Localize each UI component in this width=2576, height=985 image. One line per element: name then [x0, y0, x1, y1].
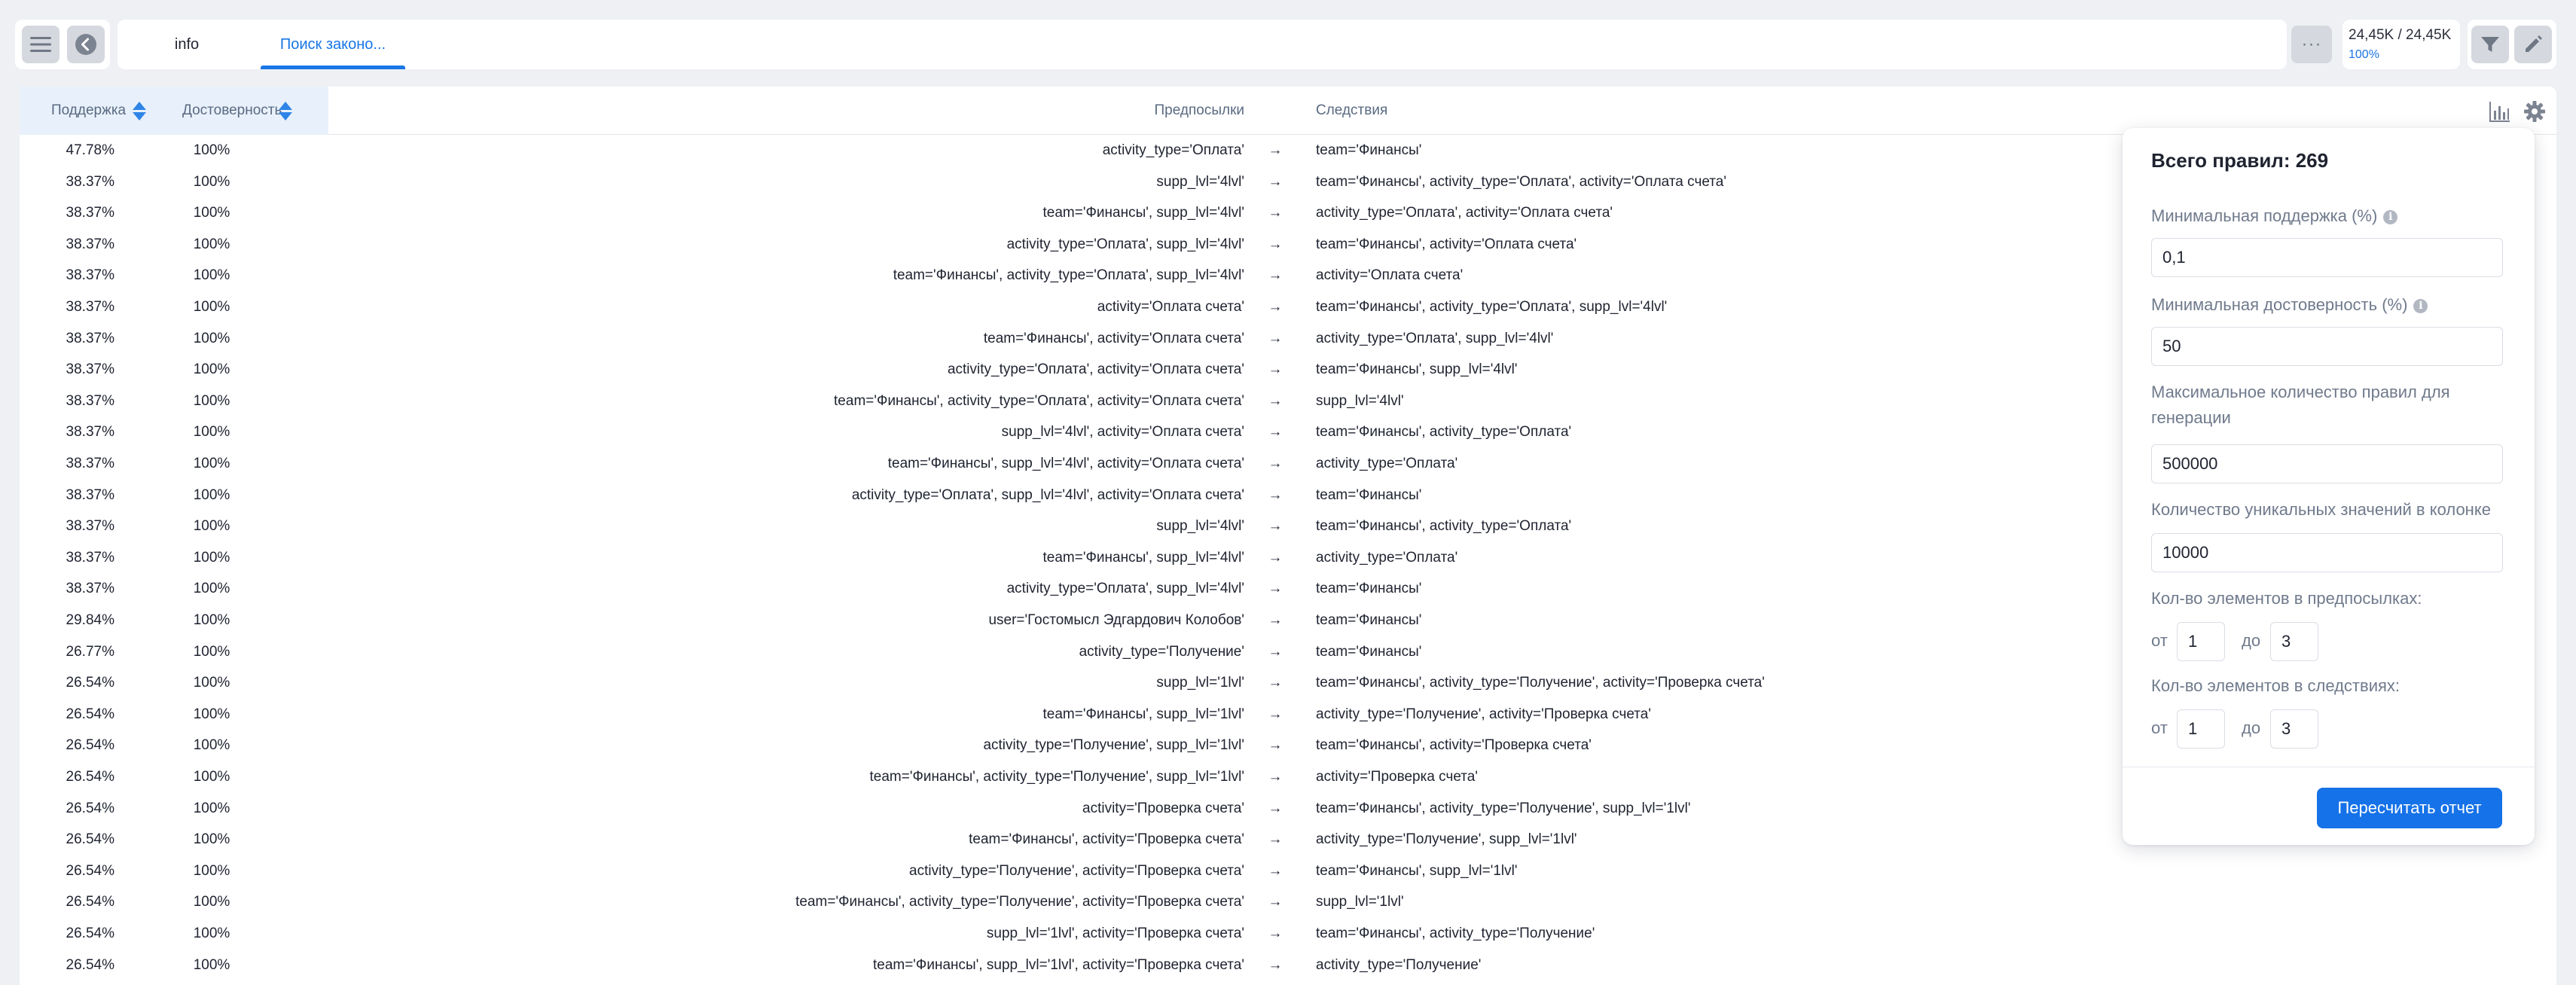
arrow-icon: → [1268, 456, 1283, 471]
premise-to-label: до [2242, 631, 2261, 650]
back-button[interactable] [67, 26, 105, 63]
arrow-icon: → [1268, 800, 1283, 816]
consequence-cell: supp_lvl='1lvl' [1316, 894, 1404, 910]
support-cell: 29.84% [66, 612, 114, 628]
table-row[interactable] [20, 918, 2556, 950]
support-cell: 38.37% [66, 424, 114, 441]
consequence-cell: team='Финансы', supp_lvl='4lvl' [1316, 361, 1518, 378]
confidence-cell: 100% [193, 956, 230, 973]
premise-cell: supp_lvl='1lvl' [1156, 675, 1244, 691]
confidence-cell: 100% [193, 456, 230, 471]
premise-cell: supp_lvl='4lvl', activity='Оплата счета' [1001, 424, 1244, 441]
unique-values-label: Количество уникальных значений в колонке [2151, 500, 2491, 519]
consequence-cell: team='Финансы', activity_type='Оплата' [1316, 424, 1572, 441]
info-icon[interactable]: i [2413, 299, 2428, 313]
column-support-label: Поддержка [51, 102, 127, 118]
confidence-cell: 100% [193, 236, 230, 252]
row-counter [2343, 20, 2460, 69]
confidence-cell: 100% [193, 706, 230, 722]
confidence-cell: 100% [193, 142, 230, 158]
support-cell: 38.37% [66, 361, 114, 378]
support-cell: 26.54% [66, 675, 114, 691]
support-cell: 38.37% [66, 549, 114, 566]
premise-cell: team='Финансы', activity_type='Оплата', supp_lvl='4lvl' [893, 267, 1244, 284]
support-cell: 38.37% [66, 173, 114, 190]
premise-cell: activity_type='Оплата', supp_lvl='4lvl' [1006, 236, 1244, 252]
filter-icon [2480, 35, 2500, 53]
back-arrow-icon [75, 33, 97, 56]
premise-cell: team='Финансы', supp_lvl='4lvl' [1042, 549, 1244, 566]
table-row[interactable] [20, 950, 2556, 981]
consequence-cell: team='Финансы', activity_type='Оплата', activity='Оплата счета' [1316, 173, 1726, 190]
support-cell: 47.78% [66, 142, 114, 158]
confidence-cell: 100% [193, 612, 230, 628]
min-support-label [2151, 203, 2505, 229]
confidence-cell: 100% [193, 643, 230, 660]
unique-values-input[interactable]: 10000 [2151, 533, 2503, 572]
more-button[interactable] [2291, 26, 2332, 63]
consequence-cell: team='Финансы', activity_type='Оплата', supp_lvl='4lvl' [1316, 299, 1668, 315]
confidence-cell: 100% [193, 831, 230, 848]
column-header-consequences[interactable] [1316, 87, 1542, 135]
support-cell: 38.37% [66, 392, 114, 409]
confidence-cell: 100% [193, 299, 230, 315]
tab-info-label: info [174, 35, 200, 53]
confidence-cell: 100% [193, 424, 230, 441]
premise-cell: supp_lvl='1lvl', activity='Проверка счета' [986, 926, 1244, 941]
premise-cell: team='Финансы', supp_lvl='1lvl', activity='Проверка счета' [872, 956, 1244, 973]
premise-cell: team='Финансы', activity_type='Получение', activity='Проверка счета' [795, 894, 1244, 910]
support-cell: 26.54% [66, 956, 114, 973]
confidence-cell: 100% [193, 330, 230, 346]
confidence-cell: 100% [193, 392, 230, 409]
consequence-from-input[interactable]: 1 [2177, 709, 2225, 749]
column-consequences-label: Следствия [1316, 102, 1388, 118]
consequence-cell: activity_type='Получение', activity='Проверка счета' [1316, 706, 1651, 722]
arrow-icon: → [1268, 486, 1283, 503]
consequence-cell: team='Финансы' [1316, 581, 1422, 597]
consequence-cell: team='Финансы', activity_type='Оплата' [1316, 518, 1572, 535]
premise-cell: activity_type='Получение', supp_lvl='1lvl' [983, 737, 1244, 754]
arrow-icon: → [1268, 205, 1283, 221]
sort-icon[interactable] [133, 102, 146, 120]
total-rules-title: Всего правил: 269 [2151, 149, 2329, 172]
consequence-cell: activity_type='Получение' [1316, 956, 1482, 973]
top-toolbar [0, 0, 2576, 83]
menu-button[interactable] [22, 26, 60, 63]
tabs-bar [118, 20, 2287, 69]
arrow-icon: → [1268, 675, 1283, 691]
tab-rule-search-label: Поиск законо... [279, 35, 386, 53]
consequence-cell: team='Финансы', activity_type='Получение' [1316, 926, 1595, 941]
bar-chart-icon[interactable] [2489, 100, 2511, 123]
premise-cell: team='Финансы', activity='Проверка счета' [969, 831, 1244, 848]
min-confidence-label [2151, 292, 2505, 318]
min-confidence-label-text: Минимальная достоверность (%) [2151, 295, 2408, 314]
arrow-icon: → [1268, 612, 1283, 628]
support-cell: 38.37% [66, 330, 114, 346]
support-cell: 26.54% [66, 737, 114, 754]
arrow-icon: → [1268, 361, 1283, 378]
premise-cell: activity_type='Оплата' [1102, 142, 1244, 158]
arrow-icon: → [1268, 142, 1283, 158]
support-cell: 38.37% [66, 518, 114, 535]
support-cell: 38.37% [66, 236, 114, 252]
table-row[interactable] [20, 855, 2556, 887]
premise-cell: supp_lvl='4lvl' [1156, 173, 1244, 190]
consequence-cell: team='Финансы' [1316, 643, 1422, 660]
consequence-cell: team='Финансы' [1316, 486, 1422, 503]
consequence-cell: activity='Оплата счета' [1316, 267, 1463, 284]
max-rules-label: Максимальное количество правил для генерации [2151, 383, 2450, 427]
confidence-cell: 100% [193, 862, 230, 879]
arrow-icon: → [1268, 581, 1283, 597]
confidence-cell: 100% [193, 173, 230, 190]
support-cell: 38.37% [66, 581, 114, 597]
consequence-to-input[interactable]: 3 [2270, 709, 2318, 749]
support-cell: 26.54% [66, 862, 114, 879]
consequence-cell: team='Финансы' [1316, 142, 1422, 158]
confidence-cell: 100% [193, 675, 230, 691]
confidence-cell: 100% [193, 267, 230, 284]
consequence-cell: activity='Проверка счета' [1316, 769, 1478, 785]
arrow-icon: → [1268, 831, 1283, 848]
consequence-cell: team='Финансы', activity_type='Получение', activity='Проверка счета' [1316, 675, 1765, 691]
support-cell: 26.54% [66, 706, 114, 722]
premise-cell: activity_type='Получение' [1079, 643, 1244, 660]
min-support-label-text: Минимальная поддержка (%) [2151, 206, 2378, 225]
column-header-confidence[interactable] [161, 87, 328, 135]
arrow-icon: → [1268, 173, 1283, 190]
premise-cell: activity_type='Оплата', activity='Оплата счета' [947, 361, 1244, 378]
arrow-icon: → [1268, 424, 1283, 441]
confidence-cell: 100% [193, 361, 230, 378]
arrow-icon: → [1268, 330, 1283, 346]
more-dots-icon: ··· [2301, 34, 2322, 54]
consequence-cell: activity_type='Оплата' [1316, 549, 1458, 566]
arrow-icon: → [1268, 518, 1283, 535]
consequence-cell: activity_type='Оплата' [1316, 456, 1458, 471]
confidence-cell: 100% [193, 737, 230, 754]
arrow-icon: → [1268, 392, 1283, 409]
arrow-icon: → [1268, 299, 1283, 315]
arrow-icon: → [1268, 643, 1283, 660]
column-header-support[interactable] [20, 87, 161, 135]
confidence-cell: 100% [193, 769, 230, 785]
consequence-cell: supp_lvl='4lvl' [1316, 392, 1404, 409]
tab-rule-search[interactable] [261, 20, 405, 69]
support-cell: 26.54% [66, 926, 114, 941]
support-cell: 26.77% [66, 643, 114, 660]
consequence-cell: team='Финансы', activity='Оплата счета' [1316, 236, 1577, 252]
confidence-cell: 100% [193, 926, 230, 941]
menu-icon [30, 36, 51, 53]
min-support-input[interactable]: 0,1 [2151, 238, 2503, 277]
column-premises-label: Предпосылки [1154, 102, 1244, 118]
arrow-icon: → [1268, 956, 1283, 973]
confidence-cell: 100% [193, 205, 230, 221]
consequence-cell: team='Финансы', activity='Проверка счета' [1316, 737, 1592, 754]
arrow-icon: → [1268, 737, 1283, 754]
consequence-to-label: до [2242, 718, 2261, 737]
consequence-cell: activity_type='Оплата', supp_lvl='4lvl' [1316, 330, 1554, 346]
min-confidence-input[interactable]: 50 [2151, 327, 2503, 366]
premise-cell: team='Финансы', supp_lvl='1lvl' [1042, 706, 1244, 722]
premise-from-input[interactable]: 1 [2177, 622, 2225, 661]
arrow-icon: → [1268, 549, 1283, 566]
row-percent: 100% [2349, 48, 2379, 61]
arrow-icon: → [1268, 894, 1283, 910]
arrow-icon: → [1268, 769, 1283, 785]
support-cell: 38.37% [66, 267, 114, 284]
consequence-from-label: от [2151, 718, 2168, 737]
tab-info[interactable] [134, 20, 240, 69]
max-rules-input[interactable]: 500000 [2151, 444, 2503, 483]
recalculate-button[interactable]: Пересчитать отчет [2317, 788, 2502, 828]
premise-from-label: от [2151, 631, 2168, 650]
support-cell: 26.54% [66, 769, 114, 785]
arrow-icon: → [1268, 236, 1283, 252]
column-confidence-label: Достоверность [182, 102, 282, 118]
support-cell: 38.37% [66, 299, 114, 315]
consequence-cell: activity_type='Получение', supp_lvl='1lvl' [1316, 831, 1577, 848]
support-cell: 26.54% [66, 831, 114, 848]
consequence-count-label: Кол-во элементов в следствиях: [2151, 676, 2401, 695]
premise-cell: team='Финансы', supp_lvl='4lvl', activity='Оплата счета' [887, 456, 1244, 471]
premise-cell: supp_lvl='4lvl' [1156, 518, 1244, 535]
arrow-icon: → [1268, 267, 1283, 284]
confidence-cell: 100% [193, 581, 230, 597]
premise-cell: activity_type='Получение', activity='Проверка счета' [909, 862, 1244, 879]
confidence-cell: 100% [193, 486, 230, 503]
edit-button[interactable] [2514, 26, 2552, 63]
consequence-cell: team='Финансы', activity_type='Получение', supp_lvl='1lvl' [1316, 800, 1691, 816]
confidence-cell: 100% [193, 800, 230, 816]
confidence-cell: 100% [193, 549, 230, 566]
arrow-icon: → [1268, 862, 1283, 879]
info-icon[interactable]: i [2383, 210, 2397, 224]
consequence-cell: team='Финансы' [1316, 612, 1422, 628]
support-cell: 38.37% [66, 205, 114, 221]
sort-icon[interactable] [279, 102, 292, 120]
arrow-icon: → [1268, 926, 1283, 941]
premise-cell: team='Финансы', activity_type='Оплата', activity='Оплата счета' [834, 392, 1244, 409]
premise-to-input[interactable]: 3 [2270, 622, 2318, 661]
premise-cell: activity='Оплата счета' [1097, 299, 1244, 315]
premise-cell: team='Финансы', activity='Оплата счета' [983, 330, 1244, 346]
support-cell: 26.54% [66, 800, 114, 816]
column-header-premises[interactable] [999, 87, 1244, 135]
table-header-tools [2489, 100, 2546, 123]
support-cell: 38.37% [66, 456, 114, 471]
arrow-icon: → [1268, 706, 1283, 722]
support-cell: 26.54% [66, 894, 114, 910]
premise-cell: activity='Проверка счета' [1082, 800, 1244, 816]
consequence-cell: team='Финансы', supp_lvl='1lvl' [1316, 862, 1518, 879]
settings-panel [2123, 128, 2535, 845]
filter-button[interactable] [2471, 26, 2509, 63]
premise-cell: user='Гостомысл Эдгардович Колобов' [988, 612, 1244, 628]
row-count: 24,45K / 24,45K [2349, 27, 2452, 43]
support-cell: 38.37% [66, 486, 114, 503]
premise-cell: activity_type='Оплата', supp_lvl='4lvl' [1006, 581, 1244, 597]
consequence-cell: activity_type='Оплата', activity='Оплата счета' [1316, 205, 1613, 221]
premise-cell: team='Финансы', activity_type='Получение', supp_lvl='1lvl' [869, 769, 1244, 785]
gear-icon[interactable] [2523, 100, 2546, 123]
premise-cell: activity_type='Оплата', supp_lvl='4lvl', activity='Оплата счета' [851, 486, 1244, 503]
confidence-cell: 100% [193, 894, 230, 910]
table-row[interactable] [20, 886, 2556, 918]
confidence-cell: 100% [193, 518, 230, 535]
premise-count-label: Кол-во элементов в предпосылках: [2151, 589, 2422, 608]
premise-cell: team='Финансы', supp_lvl='4lvl' [1042, 205, 1244, 221]
pencil-icon [2523, 35, 2543, 54]
